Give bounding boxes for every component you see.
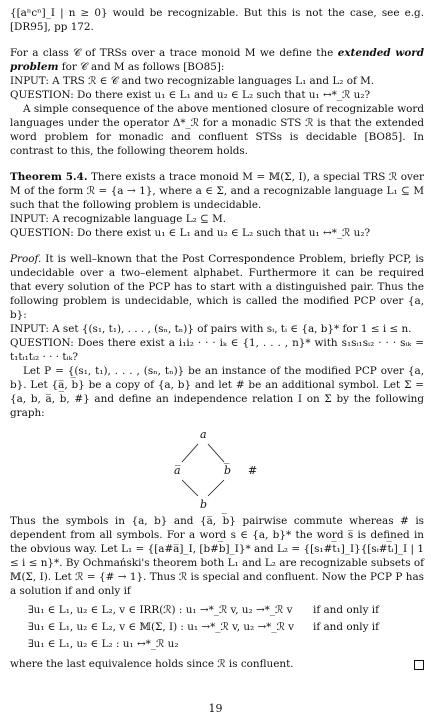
independence-graph [10,422,424,514]
page-content [10,6,424,671]
equivalence-line: ∃u₁ ∈ L₁, u₂ ∈ L₂, v ∈ 𝕄(Σ, I) : u₁ →*_ℛ v, u₂ →*_ℛ v if and only if [28,621,379,633]
equivalence-line: ∃u₁ ∈ L₁, u₂ ∈ L₂ : u₁ ↔*_ℛ u₂ [28,638,179,650]
node-hash: # [248,464,258,477]
theorem-statement: Theorem 5.4. There exists a trace monoid M = 𝕄(Σ, I), a special TRS ℛ over M of the form ℛ = {a → 1}, where a ∈ Σ, and a recognizable language L₁ ⊆ M such that the following problem is undecidable. [10,171,424,211]
pcp-question: QUESTION: Does there exist a i₁i₂ · · · iₖ ∈ {1, . . . , n}* with s₁sᵢ₁sᵢ₂ · · · sᵢₖ = t₁tᵢ₁tᵢ₂ · · · tᵢₖ? [10,337,424,363]
theorem-label: Theorem 5.4. [10,171,88,183]
instance-paragraph: Let P = {(s₁, t₁), . . . , (sₙ, tₙ)} be an instance of the modified PCP over {a, b}. Let {a̅, b̅} be a copy of {a, b} and let # be an additional symbol. Let Σ = {a, b, a̅, b̅, #} and define an independence relation I on Σ by the following graph: [10,365,424,419]
defined-term: extended word problem [10,47,424,73]
graph-edges [10,422,424,514]
commute-paragraph: Thus the symbols in {a, b} and {a̅, b̅} pairwise commute whereas # is dependent from all symbols. For a word s ∈ {a, b}* the word s̅ is defined in the obvious way. Let L₁ = {[a#a̅]_I, [b#b̅]_I}* and L₂ = {[s₁#t̅₁]_I}{[sᵢ#t̅ᵢ]_I | 1 ≤ i ≤ n}*. By Ochmański's theorem both L₁ and L₂ are recognizable subsets of 𝕄(Σ, I). Let ℛ = {# → 1}. Thus ℛ is special and confluent. Now the PCP P has a solution if and only if [10,515,424,597]
node-b-bar: b̅ [224,464,232,477]
proof-paragraph: Proof. It is well–known that the Post Correspondence Problem, briefly PCP, is undecidable over a two–element alphabet. Furthermore it can be required that every solution of the PCP has to start with a distinguished pair. Thus the following problem is undecidable, which is called the modified PCP over {a, b}: [10,253,424,321]
page-number: 19 [208,702,223,715]
node-a: a [200,428,207,441]
node-a-bar: a̅ [174,464,181,477]
equivalence-line: ∃u₁ ∈ L₁, u₂ ∈ L₂, v ∈ IRR(ℛ) : u₁ →*_ℛ v, u₂ →*_ℛ v if and only if [28,604,379,616]
theorem-input: INPUT: A recognizable language L₂ ⊆ M. [10,213,227,225]
definition-paragraph: For a class 𝒞 of TRSs over a trace monoid M we define the extended word problem for 𝒞 and M as follows [BO85]: [10,47,424,73]
equivalence-chain [28,602,424,653]
node-b: b [200,498,208,511]
theorem-question: QUESTION: Do there exist u₁ ∈ L₁ and u₂ ∈ L₂ such that u₁ ↔*_ℛ u₂? [10,227,371,239]
consequence-paragraph: A simple consequence of the above mentioned closure of recognizable word languages under the operator Δ*_ℛ for a monadic STS ℛ is that the extended word problem for monadic and confluent STSs is decidable [BO85]. In contrast to this, the following theorem holds. [10,103,424,157]
intro-line: {[aⁿcⁿ]_I | n ≥ 0} would be recognizable. But this is not the case, see e.g. [DR95], pp 172. [10,7,424,33]
edge-abar-b [182,480,198,496]
pcp-input: INPUT: A set {(s₁, t₁), . . . , (sₙ, tₙ)} of pairs with sᵢ, tᵢ ∈ {a, b}* for 1 ≤ i ≤ n. [10,323,412,335]
edge-a-bbar [208,444,224,462]
qed-box [414,660,424,670]
definition-input: INPUT: A TRS ℛ ∈ 𝒞 and two recognizable languages L₁ and L₂ of M. [10,75,375,87]
proof-label: Proof. [10,253,42,265]
edge-a-abar [182,444,198,462]
closing-sentence: where the last equivalence holds since ℛ is confluent. [10,657,424,671]
edge-bbar-b [208,480,224,496]
definition-question: QUESTION: Do there exist u₁ ∈ L₁ and u₂ ∈ L₂ such that u₁ ↔*_ℛ u₂? [10,89,371,101]
